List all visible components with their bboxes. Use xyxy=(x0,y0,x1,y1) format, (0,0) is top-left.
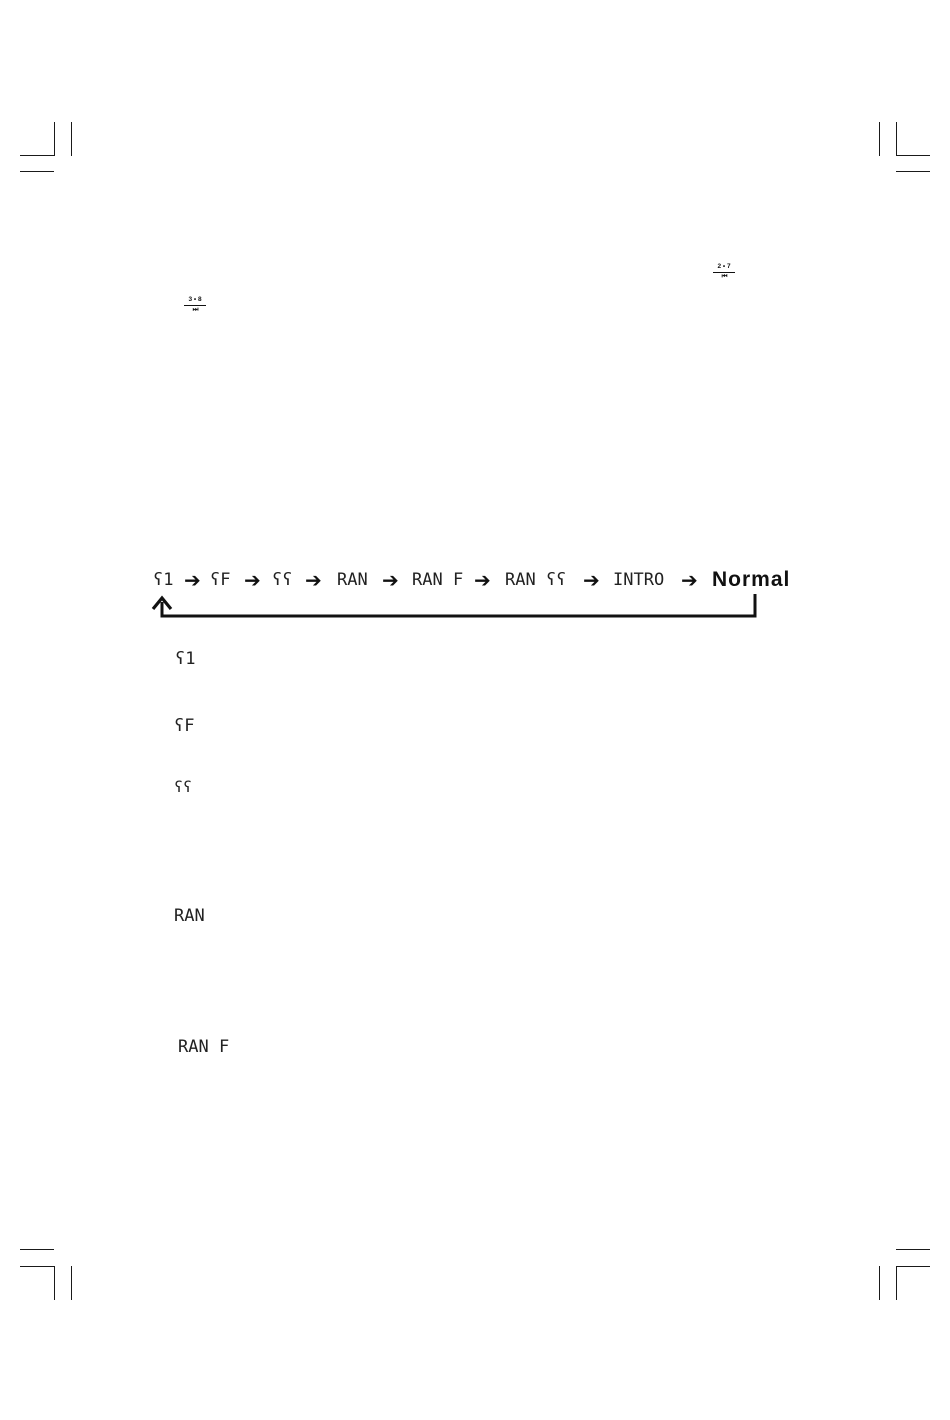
skip-back-icon: ⏮ xyxy=(721,272,727,280)
next-button-numbers: 3 • 8 xyxy=(184,297,206,306)
seq-item-repeat-folder: ʕF xyxy=(210,570,231,590)
arrow-right-icon: ➔ xyxy=(244,568,261,592)
skip-forward-icon: ⏭ xyxy=(192,305,198,313)
arrow-right-icon: ➔ xyxy=(681,568,698,592)
seq-item-random-folder: RAN F xyxy=(412,570,464,590)
mode-label-random: RAN xyxy=(174,906,205,926)
arrow-right-icon: ➔ xyxy=(382,568,399,592)
seq-item-intro: INTRO xyxy=(613,570,665,590)
seq-item-random: RAN xyxy=(337,570,368,590)
seq-item-repeat-all: ʕʕ xyxy=(272,570,293,590)
arrow-right-icon: ➔ xyxy=(583,568,600,592)
seq-item-normal: Normal xyxy=(712,568,791,591)
arrow-right-icon: ➔ xyxy=(305,568,322,592)
seq-item-repeat-one: ʕ1 xyxy=(153,570,174,590)
mode-label-random-folder: RAN F xyxy=(178,1037,230,1057)
arrow-right-icon: ➔ xyxy=(474,568,491,592)
arrow-right-icon: ➔ xyxy=(184,568,201,592)
prev-button-numbers: 2 • 7 xyxy=(713,264,735,273)
mode-label-repeat-all: ʕʕ xyxy=(174,778,193,796)
mode-label-repeat-one: ʕ1 xyxy=(175,649,196,669)
seq-item-random-all: RAN ʕʕ xyxy=(505,570,567,590)
mode-label-repeat-folder: ʕF xyxy=(174,716,195,736)
